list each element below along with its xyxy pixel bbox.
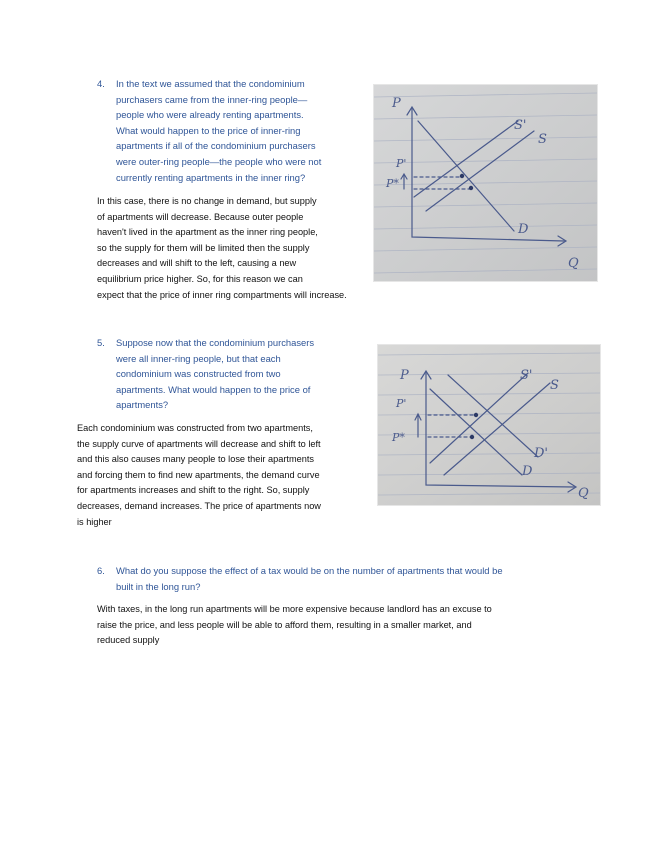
answer-6 [97, 602, 587, 649]
demand-new-label: D' [534, 446, 548, 461]
price-new-label: P' [396, 397, 407, 410]
answer-line: so the supply for them will be limited then the supply [97, 242, 310, 253]
question-line: were all inner-ring people, but that each [116, 352, 281, 364]
answer-line: and this also causes many people to lose their apartments [77, 454, 314, 465]
question-4-number: 4. [97, 78, 105, 89]
answer-line: of apartments will decrease. Because outer people [97, 211, 304, 222]
answer-line: haven't lived in the apartment as the inner ring people, [97, 227, 318, 238]
supply-demand-sketch-photo-4 [373, 84, 598, 282]
answer-line: expect that the price of inner ring compartments will increase. [97, 289, 347, 300]
demand-label: D [522, 464, 533, 479]
answer-line: decreases and will shift to the left, causing a new [97, 258, 297, 269]
question-line: apartments. What would happen to the price of [116, 383, 311, 395]
question-line: condominium was constructed from two [116, 368, 281, 380]
equilibrium-dot [470, 435, 474, 439]
answer-line: the supply curve of apartments will decrease and shift to left [77, 438, 321, 449]
price-eq-label: P* [392, 431, 405, 444]
y-axis-label: P [392, 96, 401, 111]
question-line: currently renting apartments in the inner ring? [116, 171, 306, 183]
question-line: were outer-ring people—the people who were not [116, 155, 322, 167]
question-line: people who were already renting apartments. [116, 109, 304, 121]
question-6-text [116, 563, 503, 594]
answer-line: reduced supply [97, 635, 160, 646]
answer-line: decreases, demand increases. The price of apartments now [77, 500, 321, 511]
question-6-number: 6. [97, 565, 105, 576]
question-line: In the text we assumed that the condominium [116, 78, 305, 89]
supply-label: S [550, 378, 559, 393]
paper-background [378, 345, 600, 505]
answer-line: raise the price, and less people will be able to afford them, resulting in a smaller market, and [97, 619, 472, 630]
question-line: purchasers came from the inner-ring people— [116, 93, 308, 105]
supply-new-label: S' [514, 118, 527, 133]
equilibrium-new-dot [460, 174, 464, 178]
equilibrium-new-dot [474, 413, 478, 417]
answer-line: Each condominium was constructed from two apartments, [77, 423, 313, 433]
x-axis-label: Q [568, 256, 579, 271]
answer-line: for apartments increases and shift to the right. So, supply [77, 485, 310, 496]
equilibrium-dot [469, 186, 473, 190]
question-5 [97, 335, 367, 415]
question-5-number: 5. [97, 337, 105, 348]
question-6 [97, 563, 587, 595]
answer-4 [97, 194, 407, 303]
supply-label: S [538, 132, 547, 147]
answer-line: In this case, there is no change in demand, but supply [97, 196, 317, 206]
question-4-text [116, 76, 321, 185]
question-line: Suppose now that the condominium purchasers [116, 337, 315, 348]
question-line: built in the long run? [116, 580, 201, 592]
supply-demand-sketch-photo-5 [377, 344, 601, 506]
question-line: apartments? [116, 399, 169, 411]
answer-5 [77, 421, 377, 530]
answer-line: and forcing them to find new apartments, the demand curve [77, 469, 320, 480]
question-line: apartments if all of the condominium purchasers [116, 140, 316, 152]
sketch-5-svg [378, 345, 600, 505]
y-axis-label: P [400, 368, 409, 383]
supply-new-label: S' [520, 368, 533, 383]
price-new-label: P' [396, 157, 407, 170]
question-line: What do you suppose the effect of a tax would be on the number of apartments that would be [116, 565, 503, 576]
sketch-4-svg [374, 85, 597, 281]
question-5-text [116, 335, 314, 413]
question-4 [97, 76, 367, 188]
demand-label: D [518, 222, 529, 237]
price-eq-label: P* [386, 177, 399, 190]
answer-line: With taxes, in the long run apartments will be more expensive because landlord has an excuse to [97, 604, 492, 614]
x-axis-label: Q [578, 486, 589, 501]
answer-line: is higher [77, 516, 112, 527]
question-line: What would happen to the price of inner-ring [116, 124, 301, 136]
answer-line: equilibrium price higher. So, for this reason we can [97, 273, 303, 284]
